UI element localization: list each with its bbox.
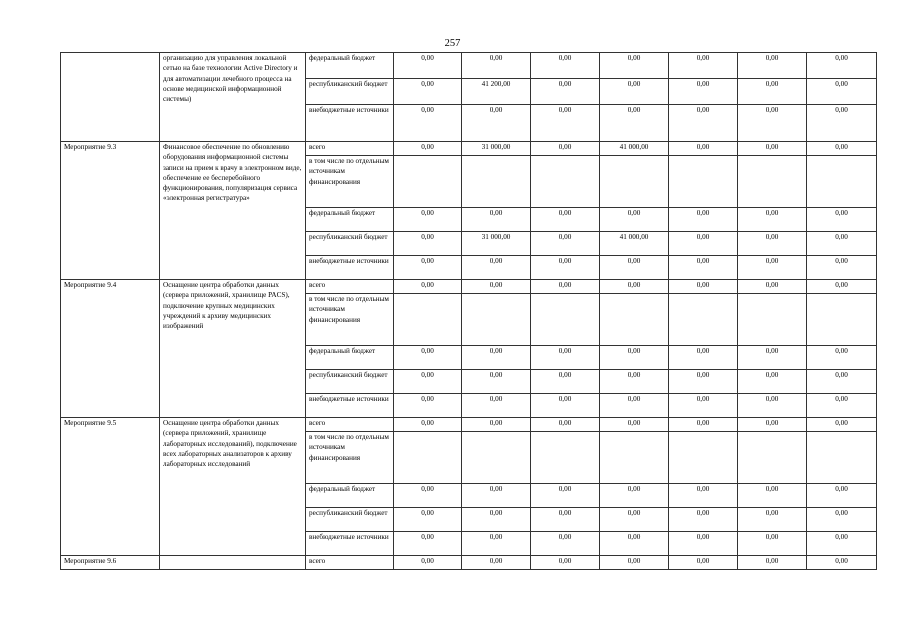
- amount-cell: [462, 432, 531, 484]
- amount-cell: 0,00: [669, 370, 738, 394]
- amount-cell: 0,00: [600, 53, 669, 79]
- funding-source: в том числе по отдельным источникам финансирования: [306, 294, 394, 346]
- measure-label: Мероприятие 9.6: [61, 556, 160, 570]
- amount-cell: 0,00: [807, 142, 877, 156]
- funding-source: республиканский бюджет: [306, 79, 394, 105]
- amount-cell: 0,00: [531, 256, 600, 280]
- table-row: [61, 142, 877, 156]
- amount-cell: 0,00: [600, 208, 669, 232]
- funding-source: республиканский бюджет: [306, 370, 394, 394]
- amount-cell: 0,00: [531, 418, 600, 432]
- table-row: [61, 418, 877, 432]
- amount-cell: 0,00: [531, 280, 600, 294]
- funding-source: федеральный бюджет: [306, 53, 394, 79]
- amount-cell: 0,00: [394, 232, 462, 256]
- amount-cell: 0,00: [738, 532, 807, 556]
- funding-source: всего: [306, 142, 394, 156]
- amount-cell: 0,00: [807, 105, 877, 142]
- amount-cell: 0,00: [669, 142, 738, 156]
- amount-cell: 0,00: [394, 208, 462, 232]
- financing-table: [60, 52, 877, 570]
- amount-cell: 0,00: [462, 105, 531, 142]
- amount-cell: 0,00: [669, 79, 738, 105]
- amount-cell: 0,00: [531, 394, 600, 418]
- amount-cell: 0,00: [531, 232, 600, 256]
- amount-cell: 0,00: [394, 280, 462, 294]
- amount-cell: [669, 294, 738, 346]
- amount-cell: 0,00: [669, 53, 738, 79]
- amount-cell: 0,00: [738, 556, 807, 570]
- amount-cell: [669, 156, 738, 208]
- amount-cell: 0,00: [738, 208, 807, 232]
- amount-cell: 0,00: [807, 532, 877, 556]
- amount-cell: 0,00: [807, 208, 877, 232]
- amount-cell: [738, 294, 807, 346]
- amount-cell: 0,00: [669, 232, 738, 256]
- funding-source: республиканский бюджет: [306, 232, 394, 256]
- amount-cell: 0,00: [669, 394, 738, 418]
- amount-cell: 0,00: [394, 484, 462, 508]
- amount-cell: 0,00: [600, 370, 669, 394]
- amount-cell: 41 200,00: [462, 79, 531, 105]
- funding-source: республиканский бюджет: [306, 508, 394, 532]
- amount-cell: [531, 156, 600, 208]
- amount-cell: 0,00: [462, 256, 531, 280]
- amount-cell: 0,00: [738, 508, 807, 532]
- amount-cell: 0,00: [394, 556, 462, 570]
- measure-description: Оснащение центра обработки данных (сервера приложений, хранилище PACS), подключение крупных медицинских учреждений к архиву медицинских изображений: [160, 280, 306, 418]
- amount-cell: 0,00: [531, 79, 600, 105]
- amount-cell: 0,00: [531, 53, 600, 79]
- amount-cell: [807, 294, 877, 346]
- amount-cell: 41 000,00: [600, 142, 669, 156]
- amount-cell: 0,00: [531, 532, 600, 556]
- funding-source: федеральный бюджет: [306, 346, 394, 370]
- amount-cell: 0,00: [394, 346, 462, 370]
- amount-cell: 0,00: [807, 53, 877, 79]
- amount-cell: 0,00: [394, 53, 462, 79]
- funding-source: в том числе по отдельным источникам финансирования: [306, 432, 394, 484]
- amount-cell: 0,00: [807, 79, 877, 105]
- amount-cell: 0,00: [738, 346, 807, 370]
- amount-cell: [462, 294, 531, 346]
- amount-cell: 0,00: [462, 556, 531, 570]
- amount-cell: 0,00: [738, 484, 807, 508]
- amount-cell: 0,00: [462, 394, 531, 418]
- amount-cell: 0,00: [738, 232, 807, 256]
- amount-cell: 0,00: [531, 556, 600, 570]
- measure-description: Финансовое обеспечение по обновлению оборудования информационной системы записи на прием к врачу в электронном виде, обеспечение ее бесперебойного функционирования, популяризация сервиса «электронная регистратура»: [160, 142, 306, 280]
- amount-cell: 0,00: [807, 232, 877, 256]
- amount-cell: [807, 156, 877, 208]
- amount-cell: 0,00: [531, 142, 600, 156]
- amount-cell: 0,00: [462, 370, 531, 394]
- amount-cell: 0,00: [738, 53, 807, 79]
- amount-cell: 0,00: [807, 256, 877, 280]
- amount-cell: 0,00: [600, 484, 669, 508]
- table-row: [61, 556, 877, 570]
- funding-source: федеральный бюджет: [306, 484, 394, 508]
- page-number: 257: [444, 38, 461, 49]
- amount-cell: 41 000,00: [600, 232, 669, 256]
- amount-cell: 0,00: [807, 394, 877, 418]
- funding-source: внебюджетные источники: [306, 394, 394, 418]
- amount-cell: 0,00: [462, 418, 531, 432]
- amount-cell: [807, 432, 877, 484]
- amount-cell: [669, 432, 738, 484]
- amount-cell: [394, 294, 462, 346]
- amount-cell: [738, 432, 807, 484]
- amount-cell: 0,00: [531, 208, 600, 232]
- amount-cell: 0,00: [738, 418, 807, 432]
- amount-cell: 0,00: [600, 79, 669, 105]
- table-row: [61, 280, 877, 294]
- amount-cell: 0,00: [394, 79, 462, 105]
- funding-source: всего: [306, 280, 394, 294]
- funding-source: в том числе по отдельным источникам финансирования: [306, 156, 394, 208]
- amount-cell: 0,00: [531, 105, 600, 142]
- amount-cell: 0,00: [669, 105, 738, 142]
- amount-cell: 0,00: [669, 532, 738, 556]
- amount-cell: 0,00: [462, 53, 531, 79]
- amount-cell: 0,00: [669, 556, 738, 570]
- amount-cell: 0,00: [600, 556, 669, 570]
- amount-cell: 0,00: [531, 346, 600, 370]
- amount-cell: 0,00: [600, 418, 669, 432]
- amount-cell: 0,00: [807, 346, 877, 370]
- amount-cell: 0,00: [462, 346, 531, 370]
- amount-cell: 0,00: [394, 142, 462, 156]
- measure-description: организацию для управления локальной сетью на базе технологии Active Directory и для автоматизации лечебного процесса на основе медицинской информационной системы): [160, 53, 306, 142]
- amount-cell: [394, 156, 462, 208]
- amount-cell: 0,00: [807, 280, 877, 294]
- amount-cell: 0,00: [531, 508, 600, 532]
- amount-cell: 0,00: [738, 280, 807, 294]
- amount-cell: 31 000,00: [462, 142, 531, 156]
- amount-cell: 0,00: [462, 508, 531, 532]
- amount-cell: 0,00: [394, 418, 462, 432]
- measure-label: [61, 53, 160, 142]
- amount-cell: 0,00: [394, 256, 462, 280]
- amount-cell: 0,00: [600, 508, 669, 532]
- amount-cell: 0,00: [669, 208, 738, 232]
- amount-cell: [600, 432, 669, 484]
- funding-source: всего: [306, 418, 394, 432]
- amount-cell: 0,00: [394, 105, 462, 142]
- amount-cell: 0,00: [738, 370, 807, 394]
- amount-cell: 0,00: [531, 484, 600, 508]
- amount-cell: 0,00: [669, 256, 738, 280]
- amount-cell: 0,00: [738, 142, 807, 156]
- amount-cell: 0,00: [807, 370, 877, 394]
- amount-cell: 0,00: [738, 394, 807, 418]
- amount-cell: 0,00: [669, 346, 738, 370]
- measure-description: [160, 556, 306, 570]
- amount-cell: 0,00: [600, 280, 669, 294]
- amount-cell: 31 000,00: [462, 232, 531, 256]
- amount-cell: [600, 156, 669, 208]
- amount-cell: 0,00: [807, 556, 877, 570]
- amount-cell: 0,00: [600, 256, 669, 280]
- amount-cell: 0,00: [738, 79, 807, 105]
- table-row: [61, 53, 877, 79]
- amount-cell: 0,00: [669, 280, 738, 294]
- amount-cell: 0,00: [738, 105, 807, 142]
- amount-cell: 0,00: [600, 105, 669, 142]
- amount-cell: [531, 432, 600, 484]
- amount-cell: [462, 156, 531, 208]
- amount-cell: 0,00: [394, 370, 462, 394]
- amount-cell: 0,00: [669, 418, 738, 432]
- amount-cell: 0,00: [462, 532, 531, 556]
- amount-cell: 0,00: [462, 280, 531, 294]
- measure-label: Мероприятие 9.3: [61, 142, 160, 280]
- funding-source: внебюджетные источники: [306, 105, 394, 142]
- amount-cell: 0,00: [394, 394, 462, 418]
- amount-cell: 0,00: [600, 532, 669, 556]
- funding-source: федеральный бюджет: [306, 208, 394, 232]
- amount-cell: 0,00: [669, 508, 738, 532]
- amount-cell: 0,00: [462, 484, 531, 508]
- amount-cell: 0,00: [807, 508, 877, 532]
- amount-cell: [394, 432, 462, 484]
- amount-cell: [531, 294, 600, 346]
- amount-cell: 0,00: [669, 484, 738, 508]
- funding-source: всего: [306, 556, 394, 570]
- amount-cell: 0,00: [600, 394, 669, 418]
- measure-label: Мероприятие 9.5: [61, 418, 160, 556]
- amount-cell: 0,00: [394, 532, 462, 556]
- measure-label: Мероприятие 9.4: [61, 280, 160, 418]
- amount-cell: 0,00: [600, 346, 669, 370]
- amount-cell: [600, 294, 669, 346]
- amount-cell: 0,00: [738, 256, 807, 280]
- amount-cell: 0,00: [462, 208, 531, 232]
- amount-cell: 0,00: [394, 508, 462, 532]
- amount-cell: 0,00: [531, 370, 600, 394]
- funding-source: внебюджетные источники: [306, 532, 394, 556]
- funding-source: внебюджетные источники: [306, 256, 394, 280]
- amount-cell: 0,00: [807, 418, 877, 432]
- amount-cell: 0,00: [807, 484, 877, 508]
- amount-cell: [738, 156, 807, 208]
- measure-description: Оснащение центра обработки данных (сервера приложений, хранилище лабораторных исследований), подключение всех лабораторных анализаторов к архиву лабораторных исследований: [160, 418, 306, 556]
